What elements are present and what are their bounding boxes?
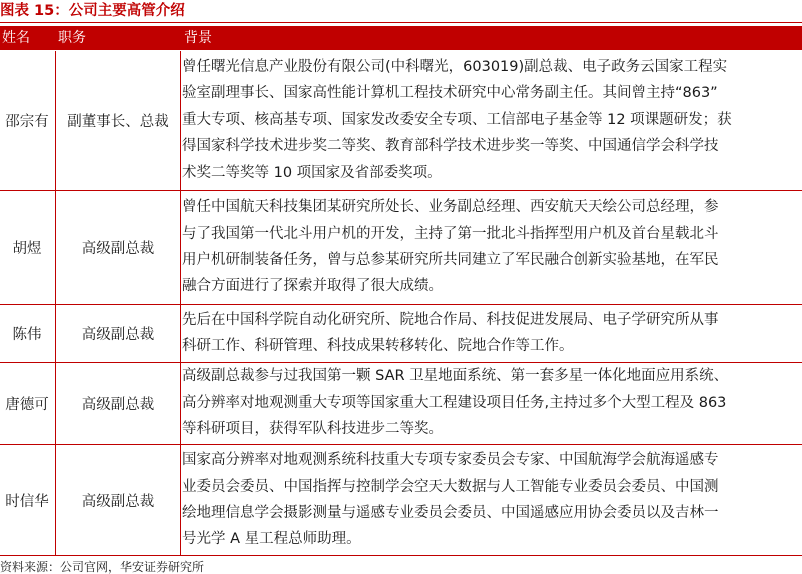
table-row: [0, 51, 802, 189]
background-line: 高级副总裁参与过我国第一颗 SAR 卫星地面系统、第一套多星一体化地面应用系统、: [182, 368, 729, 385]
background-line: 曾任曙光信息产业股份有限公司(中科曙光，603019)副总裁、电子政务云国家工程实: [182, 58, 728, 75]
person-name: 时信华: [5, 493, 49, 510]
table-title: 图表 15：公司主要高管介绍: [0, 3, 185, 19]
person-role: 副董事长、总裁: [67, 113, 169, 130]
background-line: 业委员会委员、中国指挥与控制学会空天大数据与人工智能专业委员会委员、中国测: [182, 478, 719, 495]
background-line: 绘地理信息学会摄影测量与遥感专业委员会委员、中国遥感应用协会委员以及吉林一: [182, 505, 719, 521]
person-name: 陈伟: [12, 326, 42, 343]
background-line: 术奖二等奖等 10 项国家及省部委奖项。: [182, 164, 442, 181]
source-note: 资料来源：公司官网，华安证券研究所: [0, 560, 205, 574]
background-line: 等科研项目，获得军队科技进步二等奖。: [182, 421, 443, 438]
column-header-role: 职务: [58, 30, 86, 46]
table-row: [0, 363, 802, 443]
table-header: [0, 26, 802, 50]
person-background: [182, 191, 802, 303]
person-name: 邵宗有: [5, 113, 49, 130]
table-row: [0, 305, 802, 361]
title-rule: [0, 22, 802, 23]
background-line: 科研工作、科研管理、科技成果转移转化、院地合作等工作。: [182, 338, 574, 354]
person-background: [182, 445, 802, 555]
background-line: 与了我国第一代北斗用户机的开发，主持了第一批北斗指挥型用户机及首台星载北斗: [182, 225, 719, 242]
background-line: 曾任中国航天科技集团某研究所处长、业务副总经理、西安航天天绘公司总经理，参: [182, 199, 719, 216]
background-line: 得国家科学技术进步奖二等奖、教育部科学技术进步奖一等奖、中国通信学会科学技: [182, 138, 719, 155]
person-role: 高级副总裁: [81, 396, 155, 413]
person-background: [182, 51, 802, 189]
column-divider: [180, 51, 181, 555]
column-header-background: 背景: [184, 30, 212, 46]
column-header-name: 姓名: [2, 30, 30, 46]
table-bottom-rule: [0, 555, 802, 556]
column-divider: [55, 51, 56, 555]
person-background: [182, 305, 802, 361]
background-line: 先后在中国科学院自动化研究所、院地合作局、科技促进发展局、电子学研究所从事: [182, 311, 719, 328]
background-line: 高分辨率对地观测重大专项等国家重大工程建设项目任务,主持过多个大型工程及 863: [182, 394, 727, 411]
table-row: [0, 445, 802, 555]
person-background: [182, 363, 802, 443]
person-name: 唐德可: [5, 396, 49, 413]
background-line: 融合方面进行了探索并取得了很大成绩。: [182, 278, 443, 295]
table-row: [0, 191, 802, 303]
background-line: 重大专项、核高基专项、国家发改委安全专项、工信部电子基金等 12 项课题研发；获: [182, 111, 732, 128]
background-line: 号光学 A 星工程总师助理。: [182, 531, 361, 548]
person-name: 胡煜: [12, 240, 42, 257]
person-role: 高级副总裁: [81, 240, 155, 257]
background-line: 用户机研制装备任务，曾与总参某研究所共同建立了军民融合创新实验基地，在军民: [182, 252, 719, 268]
person-role: 高级副总裁: [81, 493, 155, 510]
background-line: 验室副理事长、国家高性能计算机工程技术研究中心常务副主任。其间曾主持“863”: [182, 85, 718, 102]
background-line: 国家高分辨率对地观测系统科技重大专项专家委员会专家、中国航海学会航海遥感专: [182, 452, 719, 469]
person-role: 高级副总裁: [81, 326, 155, 343]
